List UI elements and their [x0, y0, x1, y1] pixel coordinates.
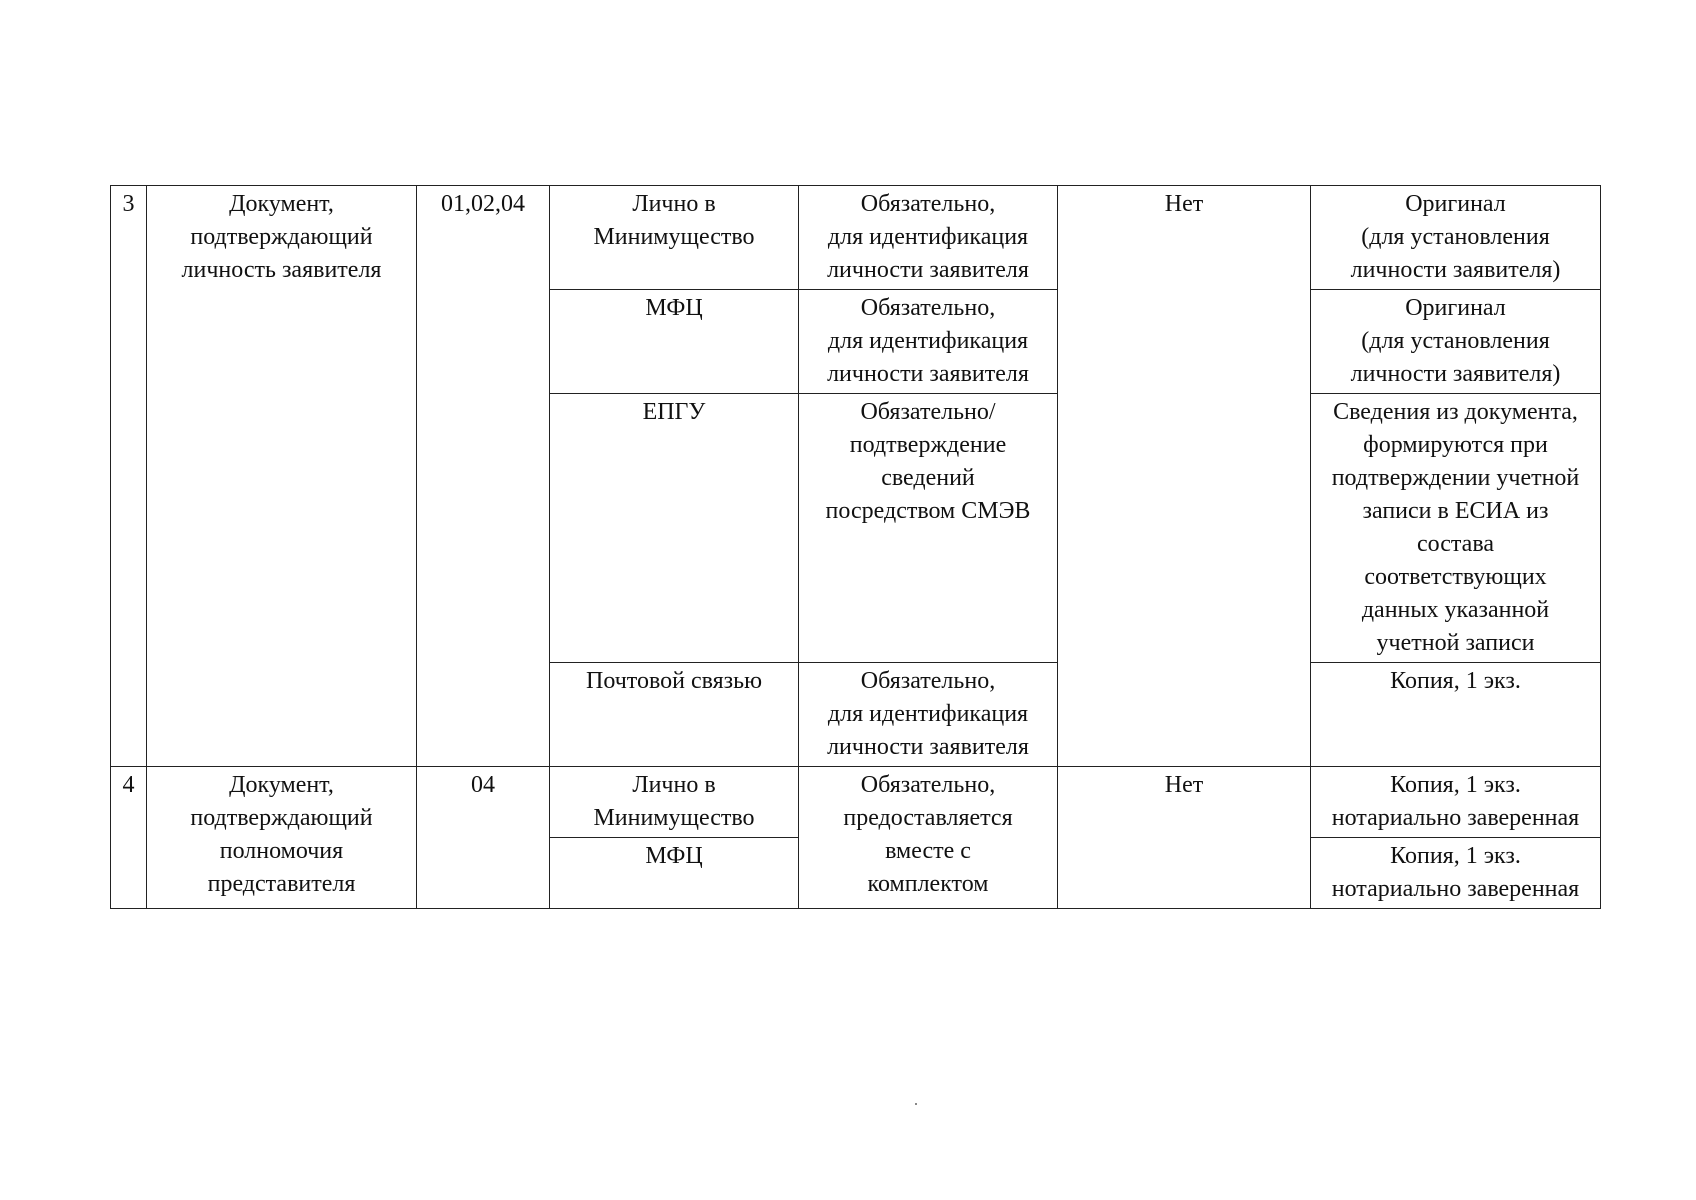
form-cell	[1311, 838, 1601, 909]
codes-cell	[417, 767, 550, 909]
document-name-cell	[147, 767, 417, 909]
flag-value: Нет	[1164, 191, 1204, 217]
requirement: Обязательно, предоставляется вместе с комплектом	[843, 772, 1013, 897]
requirement: Обязательно/ подтверждение сведений посредством СМЭВ	[825, 399, 1031, 524]
row-number-text: 3	[122, 191, 135, 217]
form-cell	[1311, 394, 1601, 663]
codes: 04	[471, 772, 495, 798]
form-cell	[1311, 663, 1601, 767]
channel: Лично в Минимущество	[593, 772, 755, 831]
flag-cell	[1058, 767, 1311, 909]
form: Копия, 1 экз.	[1390, 668, 1521, 694]
channel-cell	[550, 663, 799, 767]
form: Оригинал (для установления личности заявителя)	[1350, 191, 1561, 283]
table-row	[111, 767, 1601, 838]
table-row	[111, 186, 1601, 290]
channel-cell	[550, 186, 799, 290]
requirement-cell	[799, 186, 1058, 290]
requirement-cell	[799, 394, 1058, 663]
requirement-cell	[799, 663, 1058, 767]
form: Оригинал (для установления личности заявителя)	[1350, 295, 1561, 387]
row-number	[111, 186, 147, 767]
row-number	[111, 767, 147, 909]
row-number-text: 4	[122, 772, 135, 798]
channel: МФЦ	[645, 295, 703, 321]
channel: Почтовой связью	[585, 668, 763, 694]
flag-value: Нет	[1164, 772, 1204, 798]
document-name-cell	[147, 186, 417, 767]
channel: Лично в Минимущество	[593, 191, 755, 250]
document-name: Документ, подтверждающий личность заявителя	[181, 191, 382, 283]
channel-cell	[550, 290, 799, 394]
requirement-cell	[799, 767, 1058, 909]
form: Сведения из документа, формируются при подтверждении учетной записи в ЕСИА из состава соответствующих данных указанной учетной записи	[1331, 399, 1580, 656]
form: Копия, 1 экз. нотариально заверенная	[1331, 772, 1580, 831]
channel: МФЦ	[645, 843, 703, 869]
channel: ЕПГУ	[642, 399, 706, 425]
document-name: Документ, подтверждающий полномочия представителя	[190, 772, 373, 897]
requirement-cell	[799, 290, 1058, 394]
codes: 01,02,04	[441, 191, 525, 217]
channel-cell	[550, 394, 799, 663]
form-cell	[1311, 767, 1601, 838]
form-cell	[1311, 186, 1601, 290]
flag-cell	[1058, 186, 1311, 767]
channel-cell	[550, 838, 799, 909]
form: Копия, 1 экз. нотариально заверенная	[1331, 843, 1580, 902]
requirement: Обязательно, для идентификация личности заявителя	[827, 191, 1029, 283]
codes-cell	[417, 186, 550, 767]
scan-speck	[915, 1103, 917, 1105]
channel-cell	[550, 767, 799, 838]
form-cell	[1311, 290, 1601, 394]
requirement: Обязательно, для идентификация личности заявителя	[827, 295, 1029, 387]
requirement: Обязательно, для идентификация личности заявителя	[827, 668, 1029, 760]
documents-table	[110, 185, 1601, 909]
